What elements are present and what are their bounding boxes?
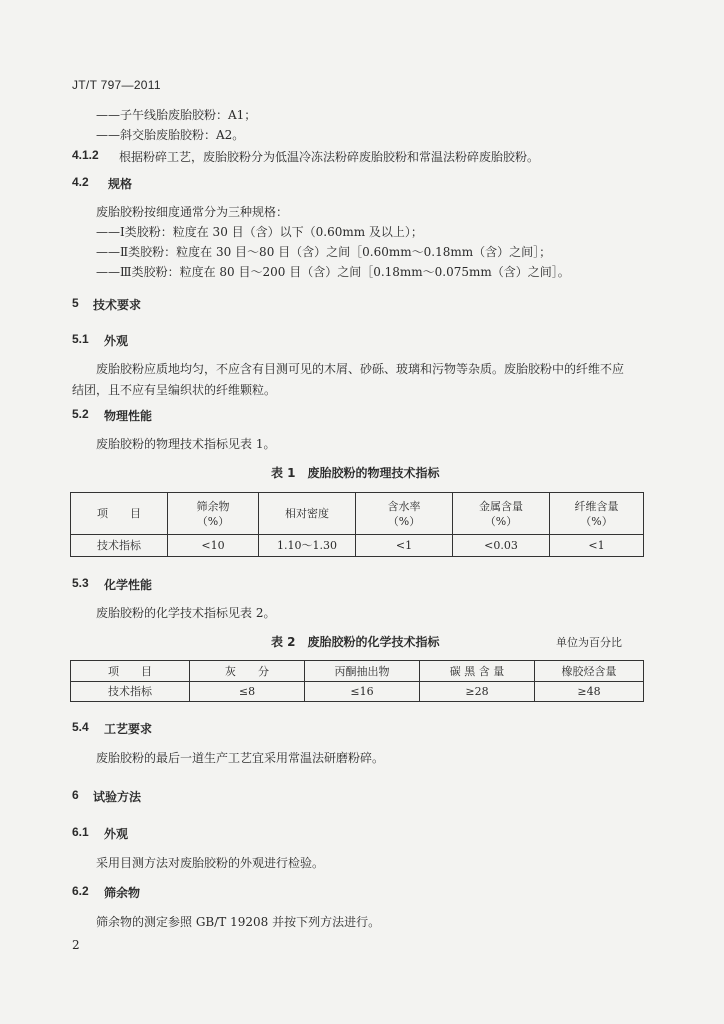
table-cell: ≤8	[190, 682, 305, 702]
section-heading: 筛余物	[104, 886, 141, 900]
list-item: ——斜交胎废胎胶粉：A2。	[96, 128, 245, 142]
header-cell: 金属含量 （%）	[453, 493, 550, 535]
table-cell: 技术指标	[71, 535, 168, 557]
header-cell: 筛余物 （%）	[168, 493, 259, 535]
table-cell: <10	[168, 535, 259, 557]
header-cell: 项 目	[71, 493, 168, 535]
section-number: 5.2	[72, 407, 89, 421]
page-header: JT/T 797—2011	[72, 78, 161, 92]
table-cell: 技术指标	[71, 682, 190, 702]
section-heading: 物理性能	[104, 409, 153, 423]
table-unit: 单位为百分比	[556, 636, 622, 649]
section-heading: 试验方法	[93, 790, 142, 804]
list-item: ——Ⅱ类胶粉：粒度在 30 目～80 目（含）之间［0.60mm～0.18mm（含）之间］；	[96, 245, 552, 259]
table-header-row	[71, 661, 644, 682]
table-row	[71, 535, 644, 557]
section-number: 5.1	[72, 332, 89, 346]
table-row	[71, 682, 644, 702]
paragraph: 废胎胶粉按细度通常分为三种规格：	[96, 205, 289, 219]
header-cell: 含水率 （%）	[356, 493, 453, 535]
header-cell: 橡胶烃含量	[535, 661, 644, 682]
paragraph: 采用目测方法对废胎胶粉的外观进行检验。	[96, 856, 325, 870]
table-cell: ≥48	[535, 682, 644, 702]
table-header-row	[71, 493, 644, 535]
section-heading: 外观	[104, 334, 129, 348]
section-number: 5.3	[72, 576, 89, 590]
paragraph: 结团，且不应有呈编织状的纤维颗粒。	[72, 383, 277, 397]
header-cell: 相对密度	[259, 493, 356, 535]
section-heading: 工艺要求	[104, 722, 153, 736]
section-number: 6.2	[72, 884, 89, 898]
section-heading: 化学性能	[104, 578, 153, 592]
table-cell: <1	[550, 535, 644, 557]
header-cell: 项 目	[71, 661, 190, 682]
section-heading: 规格	[108, 177, 133, 191]
table-caption: 表 2 废胎胶粉的化学技术指标	[271, 635, 440, 649]
table-cell: <1	[356, 535, 453, 557]
page-number: 2	[72, 938, 80, 952]
table-caption: 表 1 废胎胶粉的物理技术指标	[271, 466, 440, 480]
section-number: 6.1	[72, 825, 89, 839]
header-cell: 丙酮抽出物	[305, 661, 420, 682]
list-item: ——子午线胎废胎胶粉：A1；	[96, 108, 257, 122]
header-cell: 纤维含量 （%）	[550, 493, 644, 535]
header-cell: 灰 分	[190, 661, 305, 682]
table-cell: <0.03	[453, 535, 550, 557]
table-cell: ≥28	[420, 682, 535, 702]
paragraph: 废胎胶粉的化学技术指标见表 2。	[96, 606, 276, 620]
paragraph: 废胎胶粉的最后一道生产工艺宜采用常温法研磨粉碎。	[96, 751, 385, 765]
physical-properties-table	[70, 492, 644, 557]
list-item: ——Ⅲ类胶粉：粒度在 80 目～200 目（含）之间［0.18mm～0.075mm（含）之间］。	[96, 265, 570, 279]
paragraph: 废胎胶粉应质地均匀，不应含有目测可见的木屑、砂砾、玻璃和污物等杂质。废胎胶粉中的纤维不应	[96, 362, 625, 376]
table-cell: 1.10～1.30	[259, 535, 356, 557]
section-number: 6	[72, 788, 79, 802]
section-number: 4.2	[72, 175, 89, 189]
section-heading: 技术要求	[93, 298, 142, 312]
section-text: 根据粉碎工艺，废胎胶粉分为低温冷冻法粉碎废胎胶粉和常温法粉碎废胎胶粉。	[119, 150, 540, 164]
paragraph: 筛余物的测定参照 GB/T 19208 并按下列方法进行。	[96, 915, 381, 929]
section-number: 5	[72, 296, 79, 310]
chemical-properties-table	[70, 660, 644, 702]
paragraph: 废胎胶粉的物理技术指标见表 1。	[96, 437, 276, 451]
list-item: ——Ⅰ类胶粉：粒度在 30 目（含）以下（0.60mm 及以上）；	[96, 225, 423, 239]
section-number: 4.1.2	[72, 148, 99, 162]
section-heading: 外观	[104, 827, 129, 841]
section-number: 5.4	[72, 720, 89, 734]
header-cell: 碳 黑 含 量	[420, 661, 535, 682]
table-cell: ≤16	[305, 682, 420, 702]
